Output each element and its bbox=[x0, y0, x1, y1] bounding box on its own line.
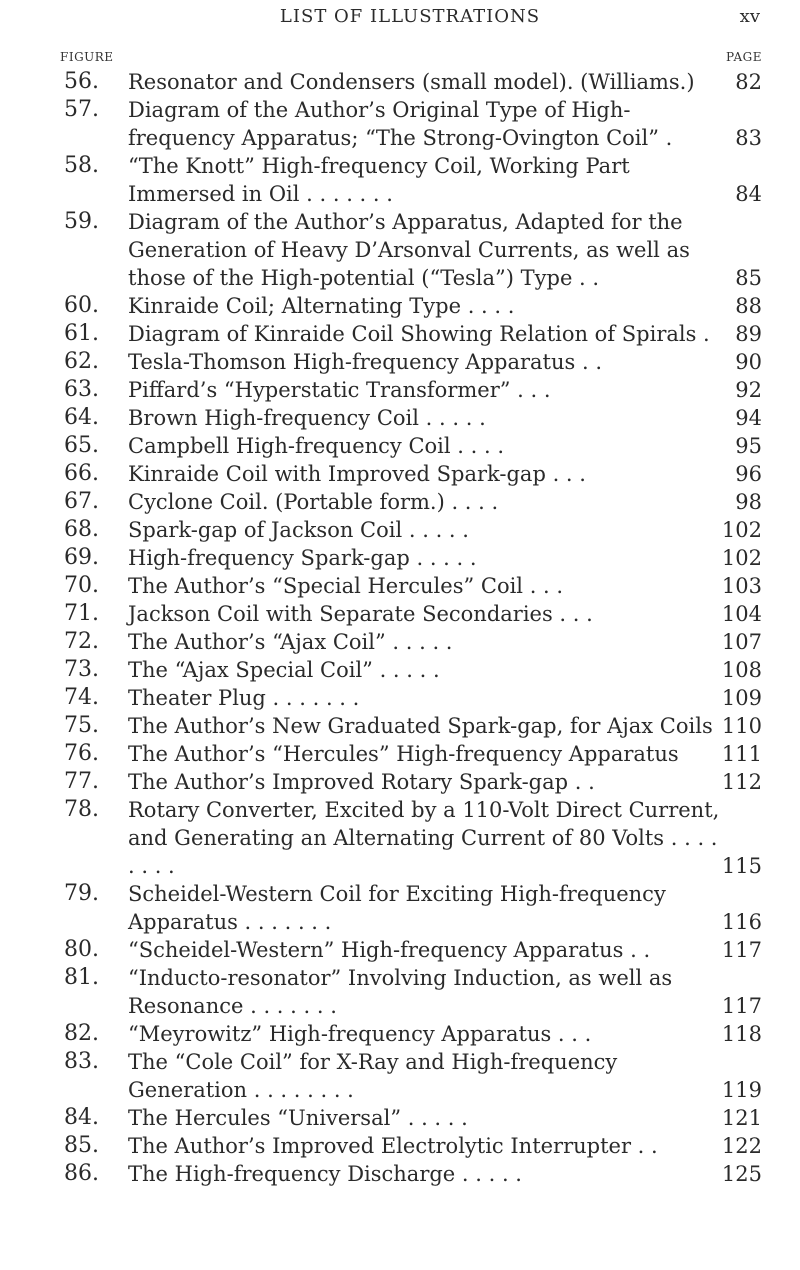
list-item bbox=[0, 292, 800, 320]
page-reference: 115 bbox=[721, 854, 762, 878]
figure-title: Diagram of the Author’s Original Type of High-frequency Apparatus; “The Strong-Ovington Coil” . bbox=[128, 98, 673, 150]
figure-title: Jackson Coil with Separate Secondaries . . . bbox=[128, 602, 593, 626]
figure-number: 81. bbox=[64, 965, 99, 990]
figure-title: Cyclone Coil. (Portable form.) . . . . bbox=[128, 490, 499, 514]
page-reference: 94 bbox=[735, 406, 762, 430]
page-reference: 125 bbox=[721, 1162, 762, 1186]
page-reference: 117 bbox=[721, 938, 762, 962]
list-item bbox=[0, 348, 800, 376]
page-reference: 104 bbox=[721, 602, 762, 626]
page-reference: 119 bbox=[721, 1078, 762, 1102]
figure-number: 78. bbox=[64, 797, 99, 822]
figure-title: “Inducto-resonator” Involving Induction, as well as Resonance . . . . . . . bbox=[128, 966, 673, 1018]
list-item bbox=[0, 628, 800, 656]
figure-title: Resonator and Condensers (small model). (Williams.) bbox=[128, 70, 695, 94]
figure-title: The Author’s “Hercules” High-frequency Apparatus bbox=[128, 742, 679, 766]
list-item bbox=[0, 1160, 800, 1188]
figure-number: 85. bbox=[64, 1133, 99, 1158]
figure-title: The Author’s Improved Rotary Spark-gap . . bbox=[128, 770, 595, 794]
figure-number: 57. bbox=[64, 97, 99, 122]
figure-title: The Author’s “Special Hercules” Coil . . . bbox=[128, 574, 564, 598]
page-reference: 96 bbox=[735, 462, 762, 486]
figure-title: “The Knott” High-frequency Coil, Working Part Immersed in Oil . . . . . . . bbox=[128, 154, 630, 206]
figure-number: 86. bbox=[64, 1161, 99, 1186]
list-item bbox=[0, 1132, 800, 1160]
page-reference: 107 bbox=[721, 630, 762, 654]
list-item bbox=[0, 516, 800, 544]
figure-number: 84. bbox=[64, 1105, 99, 1130]
page-reference: 102 bbox=[721, 518, 762, 542]
figure-number: 80. bbox=[64, 937, 99, 962]
figure-number: 76. bbox=[64, 741, 99, 766]
list-item bbox=[0, 96, 800, 152]
page-reference: 98 bbox=[735, 490, 762, 514]
figure-number: 68. bbox=[64, 517, 99, 542]
figure-column-header: FIGURE bbox=[60, 50, 114, 64]
figure-number: 61. bbox=[64, 321, 99, 346]
running-head bbox=[60, 4, 760, 28]
figure-title: Kinraide Coil; Alternating Type . . . . bbox=[128, 294, 515, 318]
figure-title: Diagram of the Author’s Apparatus, Adapted for the Generation of Heavy D’Arsonval Currents, as well as those of the High-potential (“Tesla”) Type . . bbox=[128, 210, 690, 290]
figure-number: 75. bbox=[64, 713, 99, 738]
figure-number: 67. bbox=[64, 489, 99, 514]
page-reference: 85 bbox=[735, 266, 762, 290]
list-item bbox=[0, 68, 800, 96]
page-reference: 117 bbox=[721, 994, 762, 1018]
page-reference: 112 bbox=[721, 770, 762, 794]
figure-number: 74. bbox=[64, 685, 99, 710]
list-item bbox=[0, 712, 800, 740]
figure-number: 79. bbox=[64, 881, 99, 906]
figure-title: Rotary Converter, Excited by a 110-Volt Direct Current, and Generating an Alternating Current of 80 Volts . . . . . . . . bbox=[128, 798, 720, 878]
figure-title: The Author’s New Graduated Spark-gap, for Ajax Coils bbox=[128, 714, 713, 738]
figure-number: 69. bbox=[64, 545, 99, 570]
page-reference: 90 bbox=[735, 350, 762, 374]
running-head-title: LIST OF ILLUSTRATIONS bbox=[279, 6, 541, 27]
figure-title: “Meyrowitz” High-frequency Apparatus . . . bbox=[128, 1022, 592, 1046]
figure-title: Tesla-Thomson High-frequency Apparatus . . bbox=[128, 350, 602, 374]
figure-number: 83. bbox=[64, 1049, 99, 1074]
figure-title: Brown High-frequency Coil . . . . . bbox=[128, 406, 486, 430]
list-item bbox=[0, 1104, 800, 1132]
figure-title: Piffard’s “Hyperstatic Transformer” . . . bbox=[128, 378, 551, 402]
figure-title: “Scheidel-Western” High-frequency Apparatus . . bbox=[128, 938, 651, 962]
page-reference: 108 bbox=[721, 658, 762, 682]
figure-title: Kinraide Coil with Improved Spark-gap . . . bbox=[128, 462, 586, 486]
list-item bbox=[0, 404, 800, 432]
list-item bbox=[0, 376, 800, 404]
figure-number: 82. bbox=[64, 1021, 99, 1046]
list-item bbox=[0, 740, 800, 768]
figure-title: The Hercules “Universal” . . . . . bbox=[128, 1106, 468, 1130]
figure-title: Spark-gap of Jackson Coil . . . . . bbox=[128, 518, 469, 542]
figure-number: 63. bbox=[64, 377, 99, 402]
figure-number: 64. bbox=[64, 405, 99, 430]
figure-title: The “Ajax Special Coil” . . . . . bbox=[128, 658, 440, 682]
figure-title: Diagram of Kinraide Coil Showing Relation of Spirals . bbox=[128, 322, 710, 346]
figure-title: High-frequency Spark-gap . . . . . bbox=[128, 546, 477, 570]
list-item bbox=[0, 880, 800, 936]
page-reference: 122 bbox=[721, 1134, 762, 1158]
list-item bbox=[0, 208, 800, 292]
figure-number: 66. bbox=[64, 461, 99, 486]
figure-number: 73. bbox=[64, 657, 99, 682]
list-item bbox=[0, 320, 800, 348]
figure-number: 56. bbox=[64, 69, 99, 94]
list-item bbox=[0, 936, 800, 964]
figure-number: 58. bbox=[64, 153, 99, 178]
column-headers bbox=[0, 50, 800, 68]
figure-number: 59. bbox=[64, 209, 99, 234]
page-reference: 103 bbox=[721, 574, 762, 598]
page-reference: 109 bbox=[721, 686, 762, 710]
figure-title: The Author’s Improved Electrolytic Interrupter . . bbox=[128, 1134, 658, 1158]
illustration-list bbox=[0, 68, 800, 1188]
list-item bbox=[0, 432, 800, 460]
page-reference: 102 bbox=[721, 546, 762, 570]
list-item bbox=[0, 656, 800, 684]
page-reference: 82 bbox=[735, 70, 762, 94]
page-column-header: PAGE bbox=[726, 50, 762, 64]
page-reference: 118 bbox=[721, 1022, 762, 1046]
figure-title: The “Cole Coil” for X-Ray and High-frequency Generation . . . . . . . . bbox=[128, 1050, 618, 1102]
list-item bbox=[0, 600, 800, 628]
list-item bbox=[0, 544, 800, 572]
page-reference: 121 bbox=[721, 1106, 762, 1130]
figure-number: 71. bbox=[64, 601, 99, 626]
running-head-page-number: xv bbox=[739, 6, 760, 27]
page-reference: 88 bbox=[735, 294, 762, 318]
page-reference: 110 bbox=[721, 714, 762, 738]
page-reference: 92 bbox=[735, 378, 762, 402]
list-item bbox=[0, 572, 800, 600]
list-item bbox=[0, 768, 800, 796]
list-item bbox=[0, 1020, 800, 1048]
figure-number: 65. bbox=[64, 433, 99, 458]
figure-number: 72. bbox=[64, 629, 99, 654]
figure-title: The High-frequency Discharge . . . . . bbox=[128, 1162, 522, 1186]
figure-number: 60. bbox=[64, 293, 99, 318]
list-item bbox=[0, 152, 800, 208]
figure-number: 70. bbox=[64, 573, 99, 598]
page-reference: 84 bbox=[735, 182, 762, 206]
page-reference: 89 bbox=[735, 322, 762, 346]
figure-title: Theater Plug . . . . . . . bbox=[128, 686, 360, 710]
page-reference: 83 bbox=[735, 126, 762, 150]
page-reference: 95 bbox=[735, 434, 762, 458]
page-reference: 111 bbox=[721, 742, 762, 766]
list-item bbox=[0, 796, 800, 880]
list-item bbox=[0, 488, 800, 516]
figure-title: The Author’s “Ajax Coil” . . . . . bbox=[128, 630, 453, 654]
figure-number: 62. bbox=[64, 349, 99, 374]
figure-title: Campbell High-frequency Coil . . . . bbox=[128, 434, 505, 458]
figure-number: 77. bbox=[64, 769, 99, 794]
list-item bbox=[0, 684, 800, 712]
page-reference: 116 bbox=[721, 910, 762, 934]
figure-title: Scheidel-Western Coil for Exciting High-frequency Apparatus . . . . . . . bbox=[128, 882, 666, 934]
list-item bbox=[0, 1048, 800, 1104]
list-item bbox=[0, 964, 800, 1020]
list-item bbox=[0, 460, 800, 488]
